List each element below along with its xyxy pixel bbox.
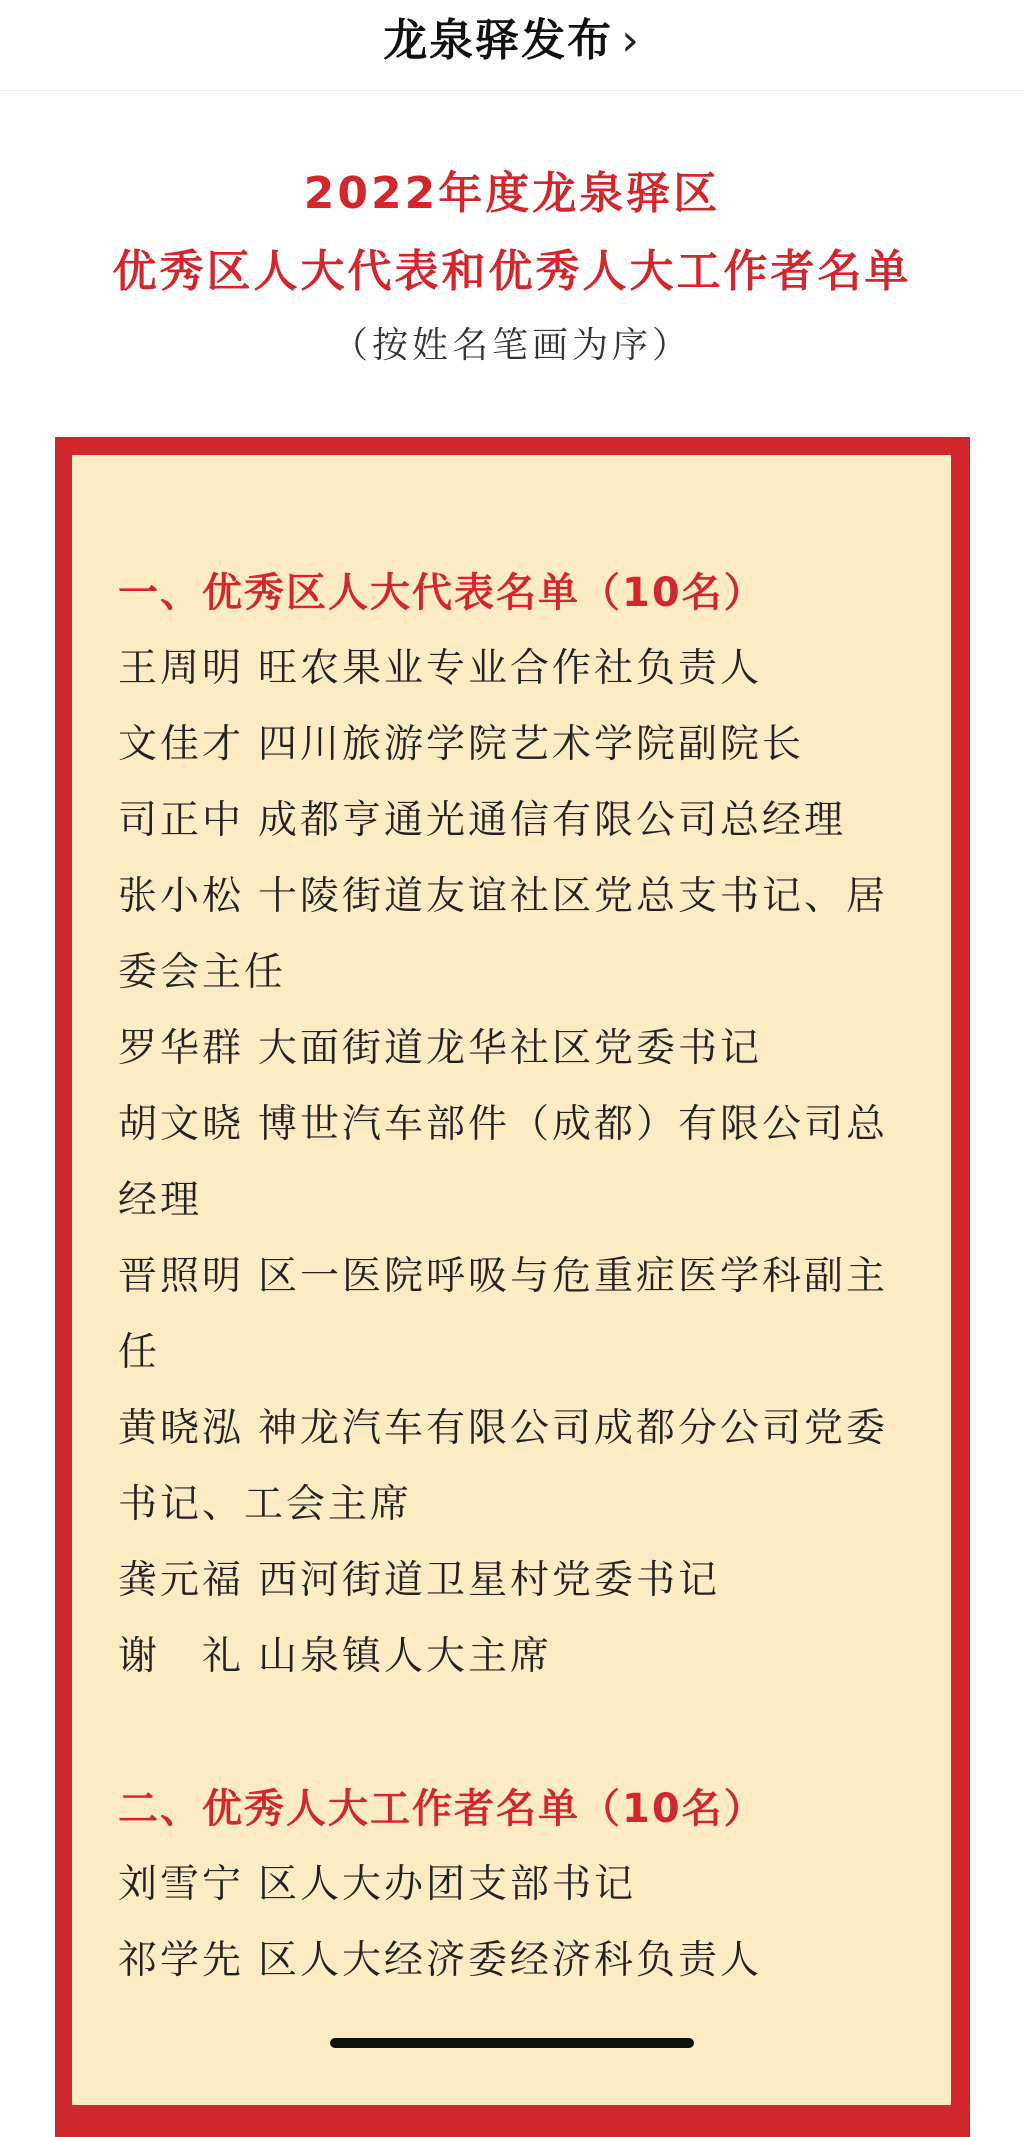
person-name: 龚元福 (118, 1558, 245, 1603)
person-description: 成都亨通光通信有限公司总经理 (258, 798, 847, 843)
person-name: 黄晓泓 (118, 1406, 245, 1451)
person-name: 司正中 (118, 798, 245, 843)
person-name: 胡文晓 (118, 1102, 245, 1147)
list-content (118, 555, 908, 1999)
list-item (118, 1619, 908, 1695)
section-title-representatives: 一、优秀区人大代表名单（10名） (118, 570, 766, 616)
account-name-link[interactable] (0, 4, 1024, 68)
list-item (118, 631, 908, 707)
person-description: 西河街道卫星村党委书记 (258, 1558, 721, 1603)
person-description: 四川旅游学院艺术学院副院长 (258, 722, 805, 767)
article-title-line-1: 2022年度龙泉驿区 (303, 168, 721, 219)
person-description: 区人大经济委经济科负责人 (258, 1938, 763, 1983)
person-name: 刘雪宁 (118, 1862, 245, 1907)
article-subtitle: （按姓名笔画为序） (331, 325, 692, 366)
home-indicator[interactable] (330, 2038, 694, 2048)
list-item (118, 1543, 908, 1619)
section-title-workers: 二、优秀人大工作者名单（10名） (118, 1786, 766, 1832)
person-name: 罗华群 (118, 1026, 245, 1071)
person-name: 张小松 (118, 874, 245, 919)
person-description: 区人大办团支部书记 (258, 1862, 637, 1907)
list-item (118, 859, 908, 1011)
section-spacer (118, 1695, 908, 1771)
person-description: 山泉镇人大主席 (258, 1634, 553, 1679)
list-item (118, 1087, 908, 1239)
article-title-line-2: 优秀区人大代表和优秀人大工作者名单 (112, 246, 912, 297)
person-description: 十陵街道友谊社区党总支书记、居委会主任 (118, 874, 889, 995)
person-description: 区一医院呼吸与危重症医学科副主任 (118, 1254, 889, 1375)
person-name: 祁学先 (118, 1938, 245, 1983)
person-name: 文佳才 (118, 722, 245, 767)
account-name-label: 龙泉驿发布 (383, 15, 614, 66)
list-item (118, 1391, 908, 1543)
person-description: 博世汽车部件（成都）有限公司总经理 (118, 1102, 889, 1223)
person-name: 王周明 (118, 646, 245, 691)
person-description: 旺农果业专业合作社负责人 (258, 646, 763, 691)
person-name: 谢 礼 (118, 1634, 245, 1679)
list-item (118, 1847, 908, 1923)
list-item (118, 783, 908, 859)
top-bar (0, 0, 1024, 91)
list-item (118, 1923, 908, 1999)
article-title-block (0, 155, 1024, 381)
list-item (118, 1011, 908, 1087)
list-item (118, 1239, 908, 1391)
chevron-right-icon: › (621, 15, 641, 66)
person-name: 晋照明 (118, 1254, 245, 1299)
person-description: 神龙汽车有限公司成都分公司党委书记、工会主席 (118, 1406, 889, 1527)
list-item (118, 707, 908, 783)
person-description: 大面街道龙华社区党委书记 (258, 1026, 763, 1071)
